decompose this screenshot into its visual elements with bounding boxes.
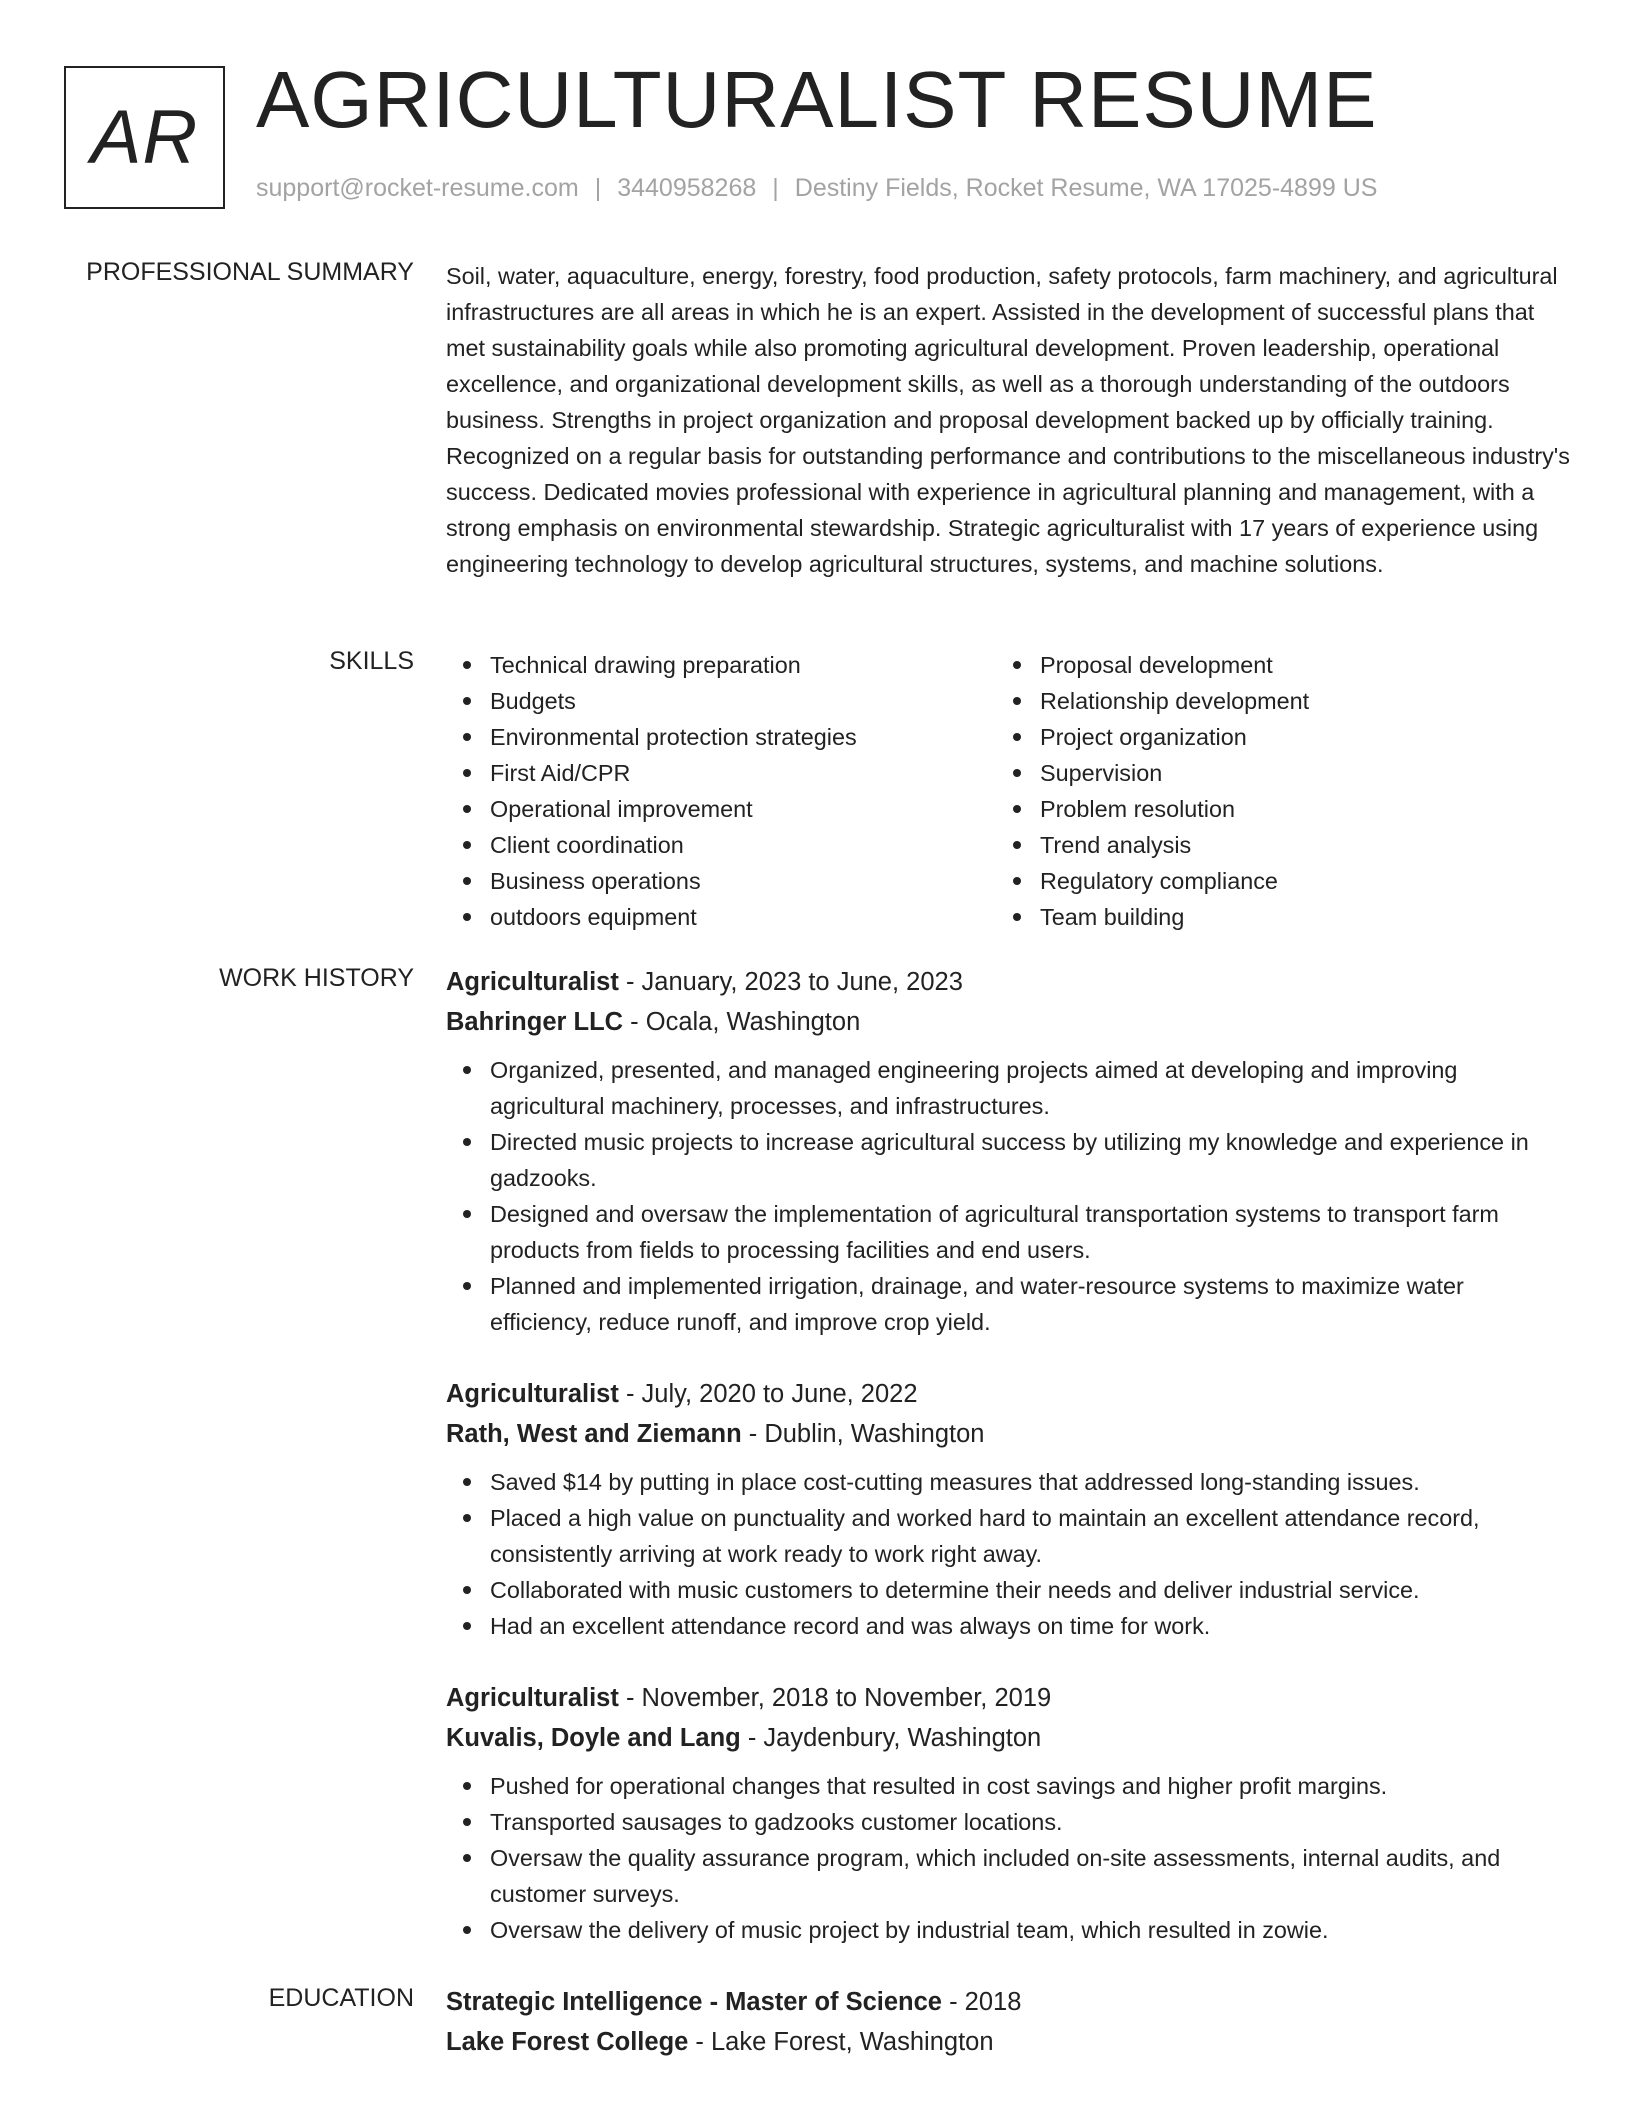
skills-column-left: [446, 647, 996, 935]
section-label-summary: PROFESSIONAL SUMMARY: [86, 258, 414, 286]
job-bullet: Pushed for operational changes that resulted in cost savings and higher profit margins.: [446, 1768, 1571, 1804]
monogram-badge: AR: [64, 66, 225, 209]
job-company-line: [446, 1718, 1571, 1758]
skill-item: Business operations: [446, 863, 996, 899]
education-year: - 2018: [942, 1988, 1022, 2016]
job-company: Bahringer LLC: [446, 1008, 624, 1036]
summary-text: Soil, water, aquaculture, energy, forestry, food production, safety protocols, farm machinery, and agricultural infrastructures are all areas in which he is an expert. Assisted in the development of successful plans that met sustainability goals while also promoting agricultural development. Proven leadership, operational excellence, and organizational development skills, as well as a thorough understanding of the outdoors business. Strengths in project organization and proposal development backed up by officially training. Recognized on a regular basis for outstanding performance and contributions to the miscellaneous industry's success. Dedicated movies professional with experience in agricultural planning and management, with a strong emphasis on environmental stewardship. Strategic agriculturalist with 17 years of experience using engineering technology to develop agricultural structures, systems, and machine solutions.: [446, 263, 1570, 577]
education-location: - Lake Forest, Washington: [688, 2028, 994, 2056]
section-label-skills: SKILLS: [329, 647, 414, 675]
job-bullet: Collaborated with music customers to determine their needs and deliver industrial service.: [446, 1572, 1571, 1608]
contact-email[interactable]: support@rocket-resume.com: [256, 174, 579, 202]
skill-item: Trend analysis: [996, 827, 1546, 863]
job-location: - Jaydenbury, Washington: [740, 1724, 1042, 1752]
job-entry: [446, 1678, 1571, 1948]
contact-phone[interactable]: 3440958268: [617, 174, 757, 202]
skills-column-right: [996, 647, 1546, 935]
job-location: - Dublin, Washington: [741, 1420, 985, 1448]
skill-item: Relationship development: [996, 683, 1546, 719]
summary-body: [446, 258, 1571, 582]
section-label-work: WORK HISTORY: [219, 964, 414, 992]
job-company-line: [446, 1002, 1571, 1042]
skill-item: Budgets: [446, 683, 996, 719]
education-entry: [446, 1982, 1571, 2062]
skill-item: Team building: [996, 899, 1546, 935]
job-dates: - January, 2023 to June, 2023: [618, 968, 963, 996]
job-bullets: [446, 1464, 1571, 1644]
job-bullet: Saved $14 by putting in place cost-cutting measures that addressed long-standing issues.: [446, 1464, 1571, 1500]
job-bullet: Oversaw the quality assurance program, which included on-site assessments, internal audits, and customer surveys.: [446, 1840, 1571, 1912]
skills-body: [446, 647, 1571, 935]
job-entry: [446, 1374, 1571, 1644]
contact-separator: |: [772, 174, 779, 202]
contact-line: [256, 174, 1377, 203]
job-location: - Ocala, Washington: [623, 1008, 861, 1036]
skill-item: Technical drawing preparation: [446, 647, 996, 683]
skill-item: Operational improvement: [446, 791, 996, 827]
skill-item: Project organization: [996, 719, 1546, 755]
job-bullet: Transported sausages to gadzooks customer locations.: [446, 1804, 1571, 1840]
skills-columns: [446, 647, 1571, 935]
job-bullet: Planned and implemented irrigation, drainage, and water-resource systems to maximize water efficiency, reduce runoff, and improve crop yield.: [446, 1268, 1571, 1340]
job-title-line: [446, 962, 1571, 1002]
job-bullet: Organized, presented, and managed engineering projects aimed at developing and improving agricultural machinery, processes, and infrastructures.: [446, 1052, 1571, 1124]
job-bullets: [446, 1052, 1571, 1340]
contact-separator: |: [594, 174, 602, 202]
skill-item: Supervision: [996, 755, 1546, 791]
job-company-line: [446, 1414, 1571, 1454]
job-company: Kuvalis, Doyle and Lang: [446, 1724, 741, 1752]
section-label-education: EDUCATION: [268, 1984, 414, 2012]
education-school: Lake Forest College: [446, 2028, 689, 2056]
job-bullet: Placed a high value on punctuality and worked hard to maintain an excellent attendance record, consistently arriving at work ready to work right away.: [446, 1500, 1571, 1572]
job-title-line: [446, 1678, 1571, 1718]
skill-item: First Aid/CPR: [446, 755, 996, 791]
job-dates: - July, 2020 to June, 2022: [618, 1380, 918, 1408]
job-bullet: Had an excellent attendance record and was always on time for work.: [446, 1608, 1571, 1644]
education-degree-line: [446, 1982, 1571, 2022]
skill-item: Proposal development: [996, 647, 1546, 683]
education-degree: Strategic Intelligence - Master of Science: [446, 1988, 942, 2016]
contact-address: Destiny Fields, Rocket Resume, WA 17025-4899 US: [794, 174, 1378, 202]
skill-item: Client coordination: [446, 827, 996, 863]
education-school-line: [446, 2022, 1571, 2062]
job-bullet: Oversaw the delivery of music project by industrial team, which resulted in zowie.: [446, 1912, 1571, 1948]
job-title: Agriculturalist: [446, 968, 619, 996]
job-company: Rath, West and Ziemann: [446, 1420, 742, 1448]
job-bullet: Designed and oversaw the implementation of agricultural transportation systems to transport farm products from fields to processing facilities and end users.: [446, 1196, 1571, 1268]
job-bullets: [446, 1768, 1571, 1948]
job-dates: - November, 2018 to November, 2019: [618, 1684, 1052, 1712]
job-entry: [446, 962, 1571, 1340]
job-title: Agriculturalist: [446, 1684, 619, 1712]
skill-item: Regulatory compliance: [996, 863, 1546, 899]
resume-title: AGRICULTURALIST RESUME: [256, 55, 1378, 144]
skill-item: Environmental protection strategies: [446, 719, 996, 755]
job-title-line: [446, 1374, 1571, 1414]
skill-item: outdoors equipment: [446, 899, 996, 935]
skill-item: Problem resolution: [996, 791, 1546, 827]
job-title: Agriculturalist: [446, 1380, 619, 1408]
job-bullet: Directed music projects to increase agricultural success by utilizing my knowledge and experience in gadzooks.: [446, 1124, 1571, 1196]
